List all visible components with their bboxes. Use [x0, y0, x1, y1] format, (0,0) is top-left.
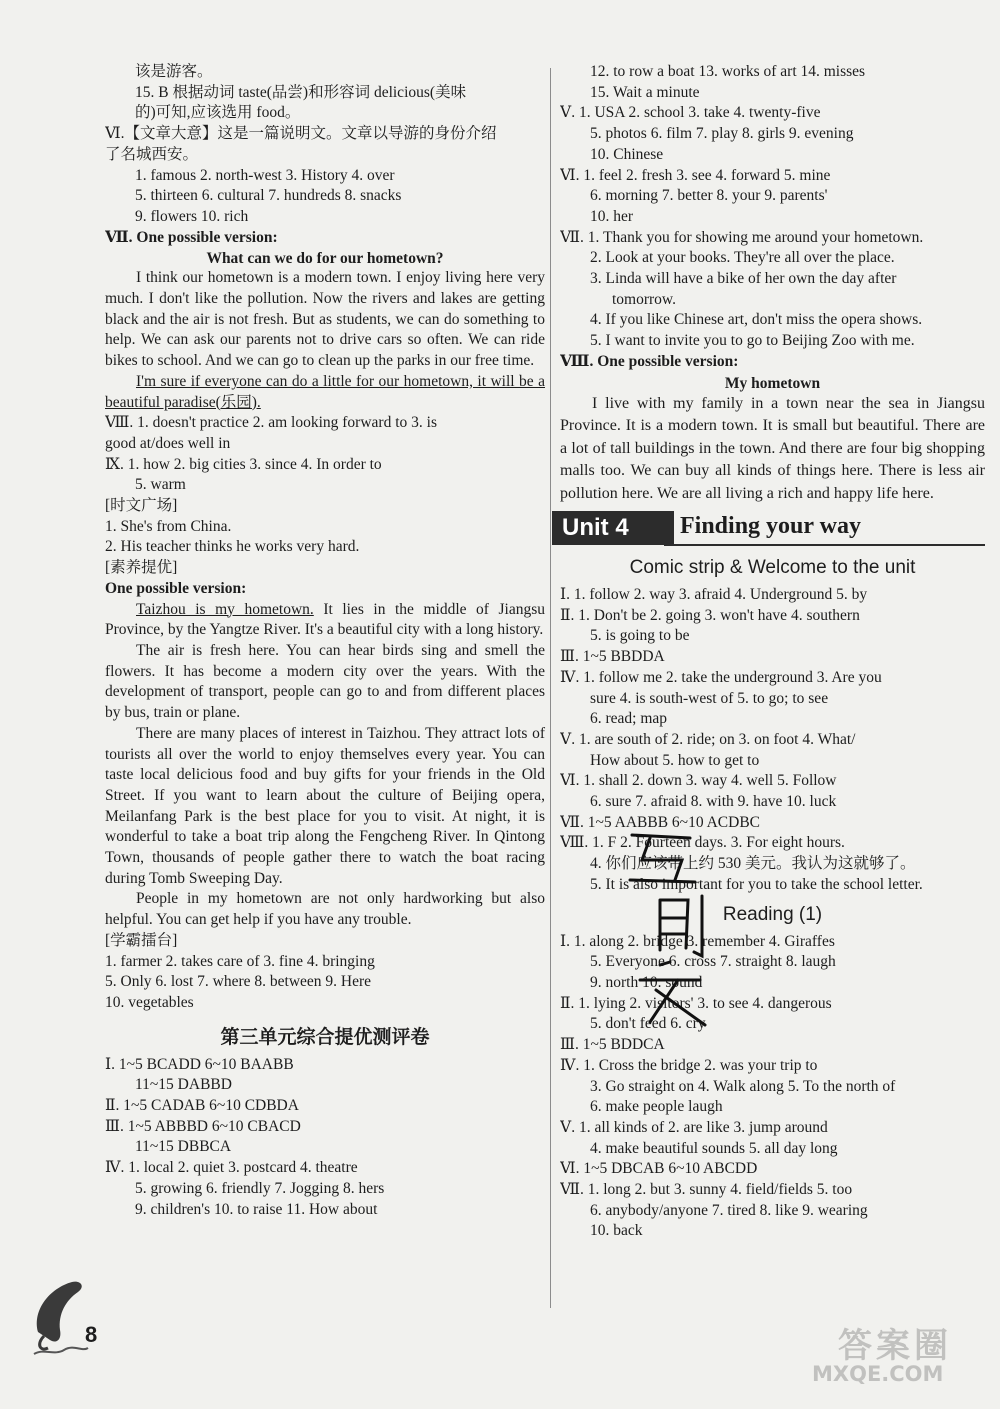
answer-line: 15. B 根据动词 taste(品尝)和形容词 delicious(美味 [135, 83, 467, 101]
answer-line: 15. Wait a minute [590, 83, 700, 101]
answer-line: Ⅶ. 1. long 2. but 3. sunny 4. field/fields 5. too [560, 1181, 853, 1199]
answer-line: How about 5. how to get to [590, 751, 760, 769]
answer-line: Ⅴ. 1. USA 2. school 3. take 4. twenty-five [560, 104, 821, 122]
answer-line: Ⅲ. 1~5 BDDCA [560, 1036, 665, 1054]
answer-line: 的)可知,应该选用 food。 [135, 104, 301, 122]
essay2-first-paragraph [105, 600, 545, 641]
answer-line: 6. anybody/anyone 7. tired 8. like 9. wearing [590, 1201, 868, 1219]
answer-line: One possible version: [105, 579, 247, 597]
answer-line: 11~15 DBBCA [135, 1138, 232, 1156]
answer-line: 该是游客。 [135, 63, 213, 80]
handwriting-mark [620, 830, 730, 1030]
answer-line: Ⅵ.【文章大意】这是一篇说明文。文章以导游的身份介绍 [105, 125, 497, 143]
answer-line: Ⅵ. 1~5 DBCAB 6~10 ABCDD [560, 1160, 758, 1178]
answer-line: 6. read; map [590, 710, 668, 728]
answer-line: Ⅸ. 1. how 2. big cities 3. since 4. In order to [105, 455, 382, 473]
answer-line: 6. make people laugh [590, 1098, 723, 1116]
watermark-url: MXQE.COM [812, 1362, 944, 1386]
answer-line: 5. is going to be [590, 627, 690, 645]
dolphin-logo-icon [30, 1270, 90, 1360]
answer-line: Ⅱ. 1. lying 2. visitors' 3. to see 4. dangerous [560, 994, 832, 1012]
answer-line: 5. thirteen 6. cultural 7. hundreds 8. snacks [135, 187, 402, 205]
left-end-lines [105, 931, 545, 1014]
answer-line: 5. photos 6. film 7. play 8. girls 9. evening [590, 125, 854, 143]
answer-line: 5. Everyone 6. cross 7. straight 8. laugh [590, 953, 836, 971]
answer-line: Ⅱ. 1. Don't be 2. going 3. won't have 4. southern [560, 606, 860, 624]
answer-line: [时文广场] [105, 497, 178, 515]
answer-line: Ⅱ. 1~5 CADAB 6~10 CDBDA [105, 1097, 299, 1115]
answer-line: 10. vegetables [105, 993, 194, 1011]
answer-line: 5. growing 6. friendly 7. Jogging 8. hers [135, 1179, 385, 1197]
answer-line: good at/does well in [105, 434, 231, 452]
essay2-paragraph: There are many places of interest in Taizhou. They attract lots of tourists all over the world to enjoy themselves every year. You can taste local delicious food and buy gifts for your friends in the Old Street. If you want to learn about the culture of Beijing opera, Meilanfang Park is the best place for you to visit. At night, it is wonderful to take a boat trip along the Fengcheng River. In Qintong Town, thousands of people gather there to watch the boat racing during Tomb Sweeping Day. [105, 724, 545, 887]
answer-line: [学霸擂台] [105, 931, 178, 949]
answer-line: Ⅵ. 1. feel 2. fresh 3. see 4. forward 5. mine [560, 166, 831, 184]
answer-line: Ⅷ. One possible version: [560, 352, 739, 370]
answer-line: 了名城西安。 [105, 145, 199, 163]
answer-line: 5. warm [135, 476, 186, 494]
test-title: 第三单元综合提优测评卷 [220, 1026, 430, 1048]
answer-line: Ⅲ. 1~5 ABBBD 6~10 CBACD [105, 1117, 301, 1135]
unit-underline [664, 544, 985, 546]
page-number: 8 [85, 1322, 98, 1347]
left-column [105, 62, 545, 1220]
comic-title: Comic strip & Welcome to the unit [629, 557, 916, 579]
answer-line: tomorrow. [612, 290, 676, 308]
answer-line: 6. sure 7. afraid 8. with 9. have 10. luck [590, 793, 837, 811]
essay2-paragraph: People in my hometown are not only hardworking but also helpful. You can get help if you have any trouble. [105, 890, 545, 929]
answer-line: 5. don't feed 6. cry [590, 1015, 706, 1033]
unit-label: Unit 4 [552, 511, 674, 545]
answer-line: 1. famous 2. north-west 3. History 4. over [135, 166, 395, 184]
answer-line: 1. She's from China. [105, 517, 232, 535]
essay1-paragraph: I think our hometown is a modern town. I enjoy living here very much. I don't like the pollution. Now the rivers and lakes are getting black and the air is not fresh. But as students, we can do something to help. We can ask our parents not to drive cars so often. We can ride bikes to school. And we can go to clean up the parks in our free time. [105, 269, 545, 370]
answer-line: Ⅷ. 1. doesn't practice 2. am looking forward to 3. is [105, 414, 437, 432]
answer-line: 9. children's 10. to raise 11. How about [135, 1200, 378, 1218]
answer-line: Ⅵ. 1. shall 2. down 3. way 4. well 5. Follow [560, 772, 837, 790]
unit-banner [552, 511, 985, 549]
answer-line: 5. It is also important for you to take the school letter. [590, 875, 923, 893]
answer-line: 11~15 DABBD [135, 1076, 232, 1094]
column-divider [550, 68, 551, 1308]
watermark-text: 答案圈 [838, 1326, 952, 1366]
answer-line: Ⅶ. 1. Thank you for showing me around your hometown. [560, 228, 924, 246]
answer-line: Ⅶ. 1~5 AABBB 6~10 ACDBC [560, 813, 760, 831]
watermark [812, 1318, 982, 1390]
answer-line: sure 4. is south-west of 5. to go; to see [590, 689, 829, 707]
right-top-lines [560, 62, 985, 373]
answer-line: 2. His teacher thinks he works very hard. [105, 538, 360, 556]
answer-line: Ⅴ. 1. are south of 2. ride; on 3. on foot 4. What/ [560, 730, 856, 748]
essay2-underlined-start: Taizhou is my hometown. [136, 600, 314, 618]
answer-line: 1. farmer 2. takes care of 3. fine 4. bringing [105, 952, 375, 970]
answer-line: 3. Linda will have a bike of her own the day after [590, 270, 897, 288]
answer-line: 3. Go straight on 4. Walk along 5. To the north of [590, 1077, 896, 1095]
answer-line: 12. to row a boat 13. works of art 14. misses [590, 63, 866, 80]
answer-line: [素养提优] [105, 559, 178, 577]
answer-line: 10. back [590, 1222, 643, 1240]
answer-line: Ⅶ. One possible version: [105, 228, 278, 246]
answer-line: Ⅷ. 1. F 2. Fourteen days. 3. For eight hours. [560, 834, 845, 852]
left-top-lines [105, 62, 545, 248]
answer-line: Ⅰ. 1. along 2. bridge 3. remember 4. Giraffes [560, 932, 835, 950]
essay2 [105, 600, 545, 931]
essay1-paragraph: I'm sure if everyone can do a little for our hometown, it will be a beautiful paradise(乐园). [105, 372, 545, 411]
right-column [560, 62, 985, 1242]
essay1 [105, 268, 545, 413]
essay2-paragraph: The air is fresh here. You can hear birds sing and smell the flowers. It has become a modern city over the years. With the development of transport, people can go to and from different places by bus, train or plane. [105, 641, 545, 722]
left-mid-lines [105, 413, 545, 599]
answer-line: 10. Chinese [590, 145, 664, 163]
answer-line: Ⅰ. 1. follow 2. way 3. afraid 4. Underground 5. by [560, 586, 868, 604]
essay3-title: My hometown [724, 374, 821, 392]
answer-line: 9. flowers 10. rich [135, 207, 249, 225]
unit-title: Finding your way [680, 513, 861, 540]
answer-line: 10. her [590, 207, 634, 225]
essay2-first-rest: It lies in the middle of Jiangsu Province, by the Yangtze River. It's a beautiful city with a long history. [105, 600, 545, 639]
answer-line: Ⅴ. 1. all kinds of 2. are like 3. jump around [560, 1118, 828, 1136]
reading-title: Reading (1) [722, 903, 823, 925]
test-lines [105, 1055, 545, 1221]
essay3 [560, 393, 985, 506]
answer-line: 9. north 10. sound [590, 974, 703, 991]
answer-line: 4. If you like Chinese art, don't miss the opera shows. [590, 311, 923, 329]
answer-line: 4. make beautiful sounds 5. all day long [590, 1139, 838, 1157]
essay1-title: What can we do for our hometown? [206, 250, 444, 268]
answer-line: 6. morning 7. better 8. your 9. parents' [590, 187, 828, 205]
essay3-paragraph: I live with my family in a town near the sea in Jiangsu Province. It is a modern town. It is small but beautiful. There are a lot of tall buildings in the town. And there are four big shopping malls too. We can buy all kinds of things here. There is less air pollution here. We are all living a rich and happy life here. [560, 394, 985, 502]
answer-line: 5. I want to invite you to go to Beijing Zoo with me. [590, 332, 915, 350]
answer-line: 4. 你们应该带上约 530 美元。我认为这就够了。 [590, 855, 916, 873]
answer-line: 5. Only 6. lost 7. where 8. between 9. Here [105, 973, 372, 991]
answer-line: Ⅳ. 1. Cross the bridge 2. was your trip to [560, 1056, 818, 1074]
answer-line: Ⅰ. 1~5 BCADD 6~10 BAABB [105, 1055, 294, 1073]
answer-line: Ⅲ. 1~5 BBDDA [560, 648, 665, 666]
answer-line: Ⅳ. 1. local 2. quiet 3. postcard 4. theatre [105, 1159, 358, 1177]
answer-line: Ⅳ. 1. follow me 2. take the underground 3. Are you [560, 668, 882, 686]
answer-line: 2. Look at your books. They're all over the place. [590, 249, 895, 267]
